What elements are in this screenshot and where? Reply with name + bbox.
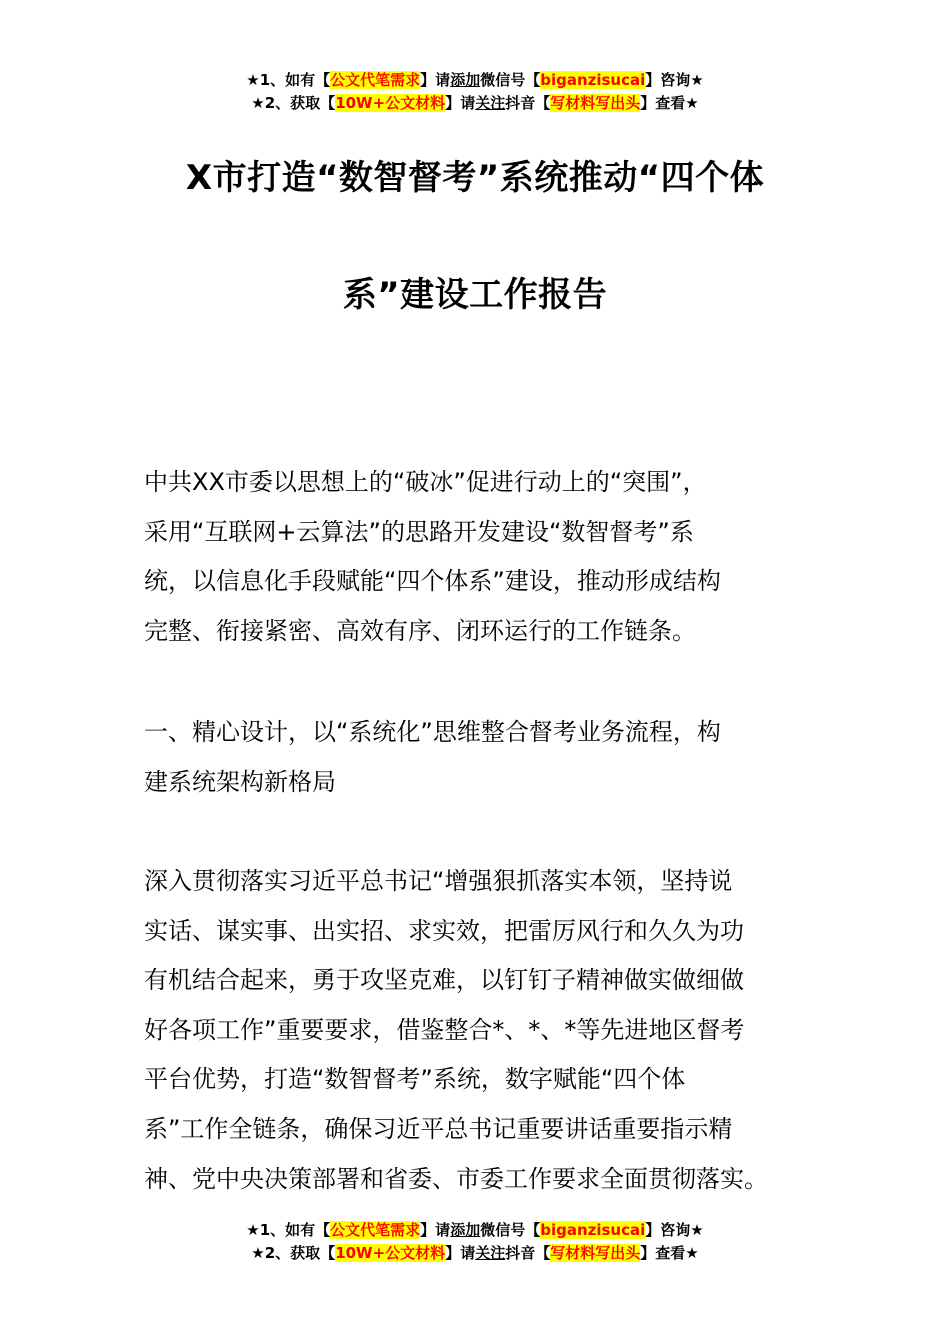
document-title-line-1: X市打造“数智督考”系统推动“四个体 bbox=[185, 158, 765, 198]
intro-paragraph: 中共XX市委以思想上的“破冰”促进行动上的“突围”， 采用“互联网+云算法”的思路开发建设“数智督考”系 统，以信息化手段赋能“四个体系”建设，推动形成结构 完整、衔接紧密、高效有序、闭环运行的工作链条。 bbox=[144, 468, 721, 645]
promo-line-2: ★2、获取【10W+公文材料】请关注抖音【写材料写出头】查看★ bbox=[251, 1244, 699, 1262]
promo-highlight: 10W+公文材料 bbox=[335, 1244, 446, 1262]
promo-highlight: 公文代笔需求 bbox=[330, 71, 421, 89]
promo-highlight: biganzisucai bbox=[540, 1221, 646, 1239]
promo-highlight: 公文代笔需求 bbox=[330, 1221, 421, 1239]
promo-highlight: 写材料写出头 bbox=[550, 1244, 641, 1262]
promo-highlight: 10W+公文材料 bbox=[335, 94, 446, 112]
section-1-body-paragraph: 深入贯彻落实习近平总书记“增强狠抓落实本领，坚持说 实话、谋实事、出实招、求实效，把雷厉风行和久久为功 有机结合起来，勇于攻坚克难，以钉钉子精神做实做细做 好各项工作”重要要求，借鉴整合*、*、*等先进地区督考 平台优势，打造“数智督考”系统，数字赋能“四个体 系”工作全链条，确保习近平总书记重要讲话重要指示精 神、党中央决策部署和省委、市委工作要求全面贯彻落实。 bbox=[144, 867, 768, 1193]
promo-line-1: ★1、如有【公文代笔需求】请添加微信号【biganzisucai】咨询★ bbox=[246, 1221, 704, 1239]
promo-banner-bottom bbox=[0, 1219, 950, 1265]
section-1-heading: 一、精心设计，以“系统化”思维整合督考业务流程，构 建系统架构新格局 bbox=[144, 718, 721, 796]
document-title-line-2: 系”建设工作报告 bbox=[342, 275, 608, 315]
promo-line-2: ★2、获取【10W+公文材料】请关注抖音【写材料写出头】查看★ bbox=[251, 94, 699, 112]
promo-line-1: ★1、如有【公文代笔需求】请添加微信号【biganzisucai】咨询★ bbox=[246, 71, 704, 89]
promo-banner-top bbox=[0, 69, 950, 115]
promo-highlight: 写材料写出头 bbox=[550, 94, 641, 112]
promo-highlight: biganzisucai bbox=[540, 71, 646, 89]
